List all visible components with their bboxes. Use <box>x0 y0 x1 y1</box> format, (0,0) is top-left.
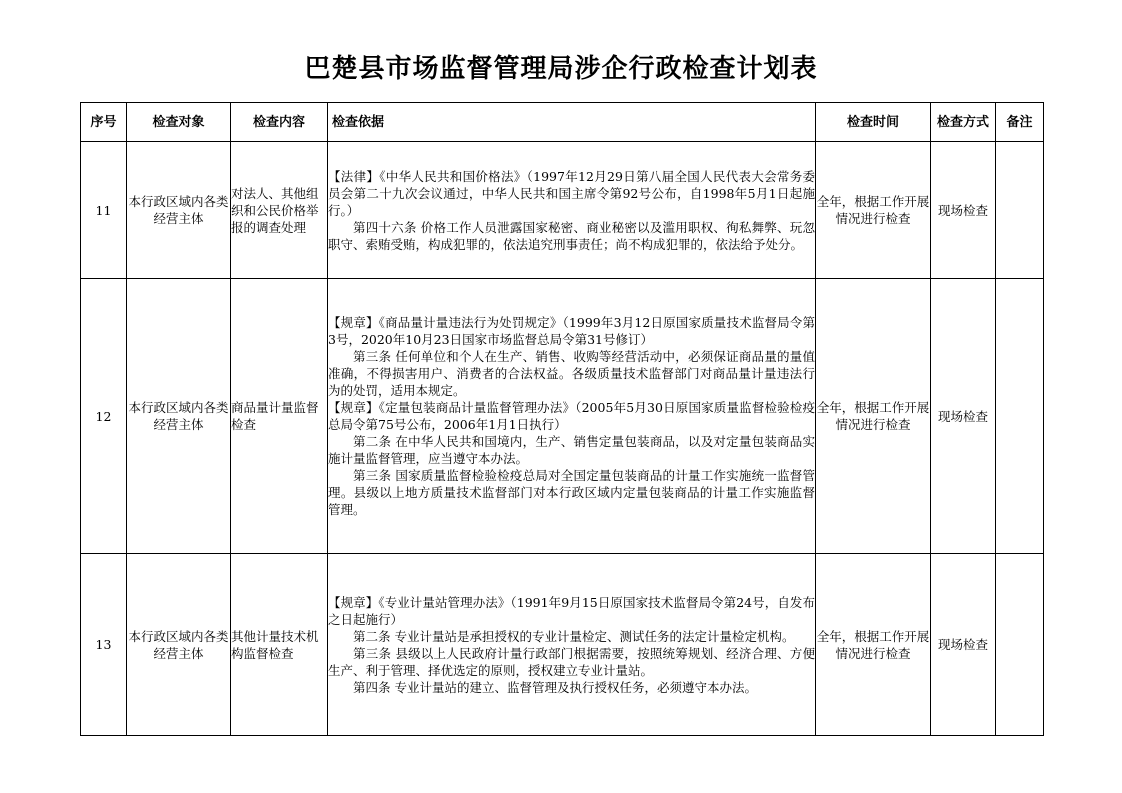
header-object: 检查对象 <box>127 103 231 142</box>
basis-paragraph: 【规章】《定量包装商品计量监督管理办法》（2005年5月30日原国家质量监督检验检疫总局令第75号公布，2006年1月1日执行） <box>328 400 815 432</box>
inspection-method: 现场检查 <box>931 279 996 554</box>
inspection-object: 本行政区域内各类经营主体 <box>127 142 231 279</box>
remark-cell <box>996 142 1044 279</box>
inspection-method: 现场检查 <box>931 142 996 279</box>
basis-paragraph: 【法律】《中华人民共和国价格法》（1997年12月29日第八届全国人民代表大会常务委员会第二十九次会议通过，中华人民共和国主席令第92号公布，自1998年5月1日起施行。） <box>328 168 815 218</box>
row-number: 13 <box>81 554 127 736</box>
inspection-object: 本行政区域内各类经营主体 <box>127 554 231 736</box>
basis-paragraph: 第二条 专业计量站是承担授权的专业计量检定、测试任务的法定计量检定机构。 <box>353 628 795 644</box>
inspection-basis <box>328 279 816 554</box>
basis-paragraph: 第三条 任何单位和个人在生产、销售、收购等经营活动中，必须保证商品量的量值准确，不得损害用户、消费者的合法权益。各级质量技术监督部门对商品量计量违法行为的处罚，适用本规定。 <box>328 349 815 398</box>
basis-paragraph: 第三条 国家质量监督检验检疫总局对全国定量包装商品的计量工作实施统一监督管理。县级以上地方质量技术监督部门对本行政区域内定量包装商品的计量工作实施监督管理。 <box>328 468 815 517</box>
table-row <box>81 554 1044 736</box>
basis-paragraph: 【规章】《商品量计量违法行为处罚规定》（1999年3月12日原国家质量技术监督局令第3号，2020年10月23日国家市场监督总局令第31号修订） <box>328 315 815 347</box>
basis-paragraph: 第三条 县级以上人民政府计量行政部门根据需要，按照统筹规划、经济合理、方便生产、利于管理、择优选定的原则，授权建立专业计量站。 <box>328 645 815 678</box>
row-number: 11 <box>81 142 127 279</box>
header-time: 检查时间 <box>816 103 931 142</box>
basis-paragraph: 【规章】《专业计量站管理办法》（1991年9月15日原国家技术监督局令第24号，自发布之日起施行） <box>328 594 815 627</box>
inspection-object: 本行政区域内各类经营主体 <box>127 279 231 554</box>
table-header-row <box>81 103 1044 142</box>
inspection-content: 商品量计量监督检查 <box>231 279 328 554</box>
inspection-basis <box>328 554 816 736</box>
header-no: 序号 <box>81 103 127 142</box>
inspection-content: 其他计量技术机构监督检查 <box>231 554 328 736</box>
table-row <box>81 279 1044 554</box>
inspection-content: 对法人、其他组织和公民价格举报的调查处理 <box>231 142 328 279</box>
inspection-plan-table <box>80 102 1044 736</box>
inspection-basis <box>328 142 816 279</box>
basis-paragraph: 第四十六条 价格工作人员泄露国家秘密、商业秘密以及滥用职权、徇私舞弊、玩忽职守、索贿受贿，构成犯罪的，依法追究刑事责任；尚不构成犯罪的，依法给予处分。 <box>328 219 815 252</box>
row-number: 12 <box>81 279 127 554</box>
inspection-time: 全年，根据工作开展情况进行检查 <box>816 279 931 554</box>
basis-paragraph: 第二条 在中华人民共和国境内，生产、销售定量包装商品，以及对定量包装商品实施计量监督管理，应当遵守本办法。 <box>328 434 815 466</box>
inspection-time: 全年，根据工作开展情况进行检查 <box>816 554 931 736</box>
header-basis: 检查依据 <box>328 103 816 142</box>
page-title: 巴楚县市场监督管理局涉企行政检查计划表 <box>304 54 818 84</box>
basis-paragraph: 第四条 专业计量站的建立、监督管理及执行授权任务，必须遵守本办法。 <box>353 679 757 695</box>
remark-cell <box>996 554 1044 736</box>
inspection-method: 现场检查 <box>931 554 996 736</box>
inspection-time: 全年，根据工作开展情况进行检查 <box>816 142 931 279</box>
header-remark: 备注 <box>996 103 1044 142</box>
table-row <box>81 142 1044 279</box>
remark-cell <box>996 279 1044 554</box>
header-method: 检查方式 <box>931 103 996 142</box>
header-content: 检查内容 <box>231 103 328 142</box>
